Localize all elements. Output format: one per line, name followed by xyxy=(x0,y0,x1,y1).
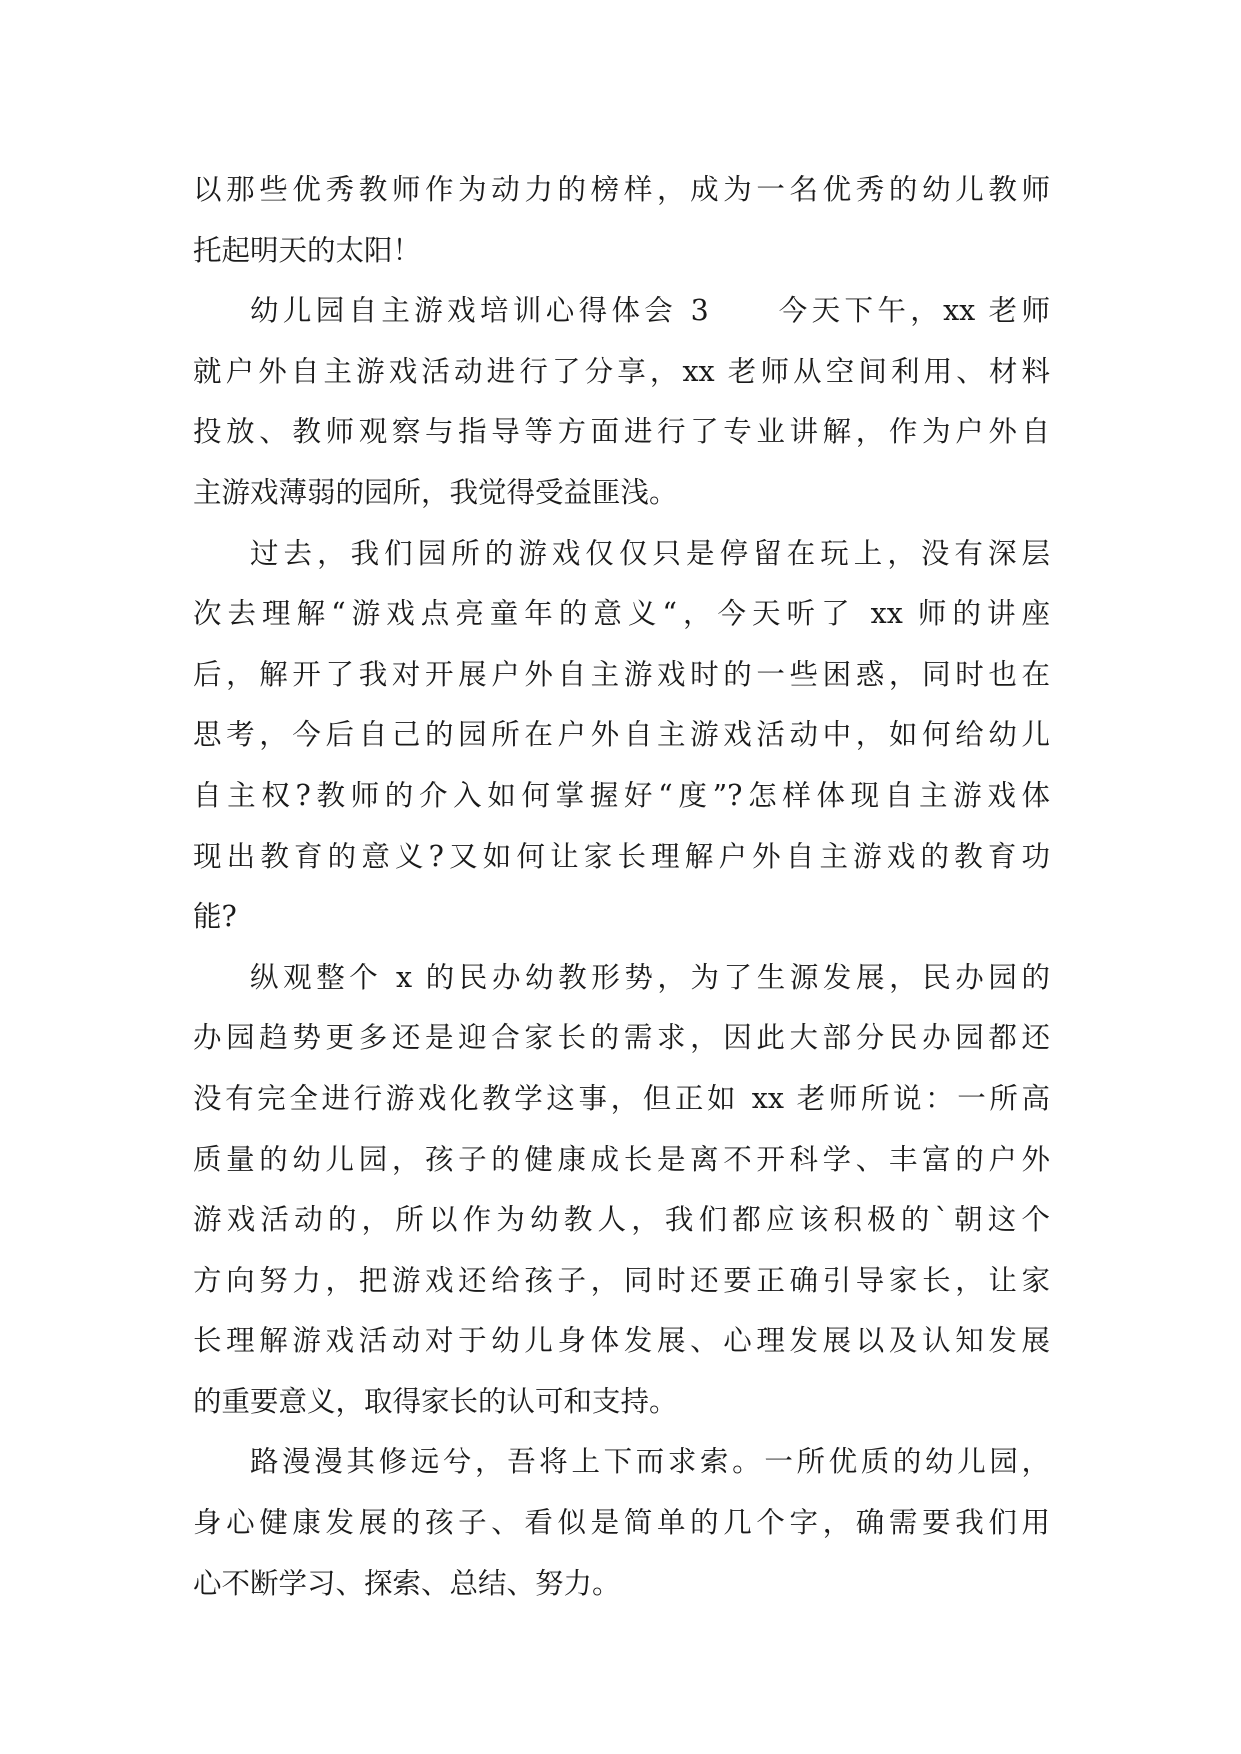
text-line: 长理解游戏活动对于幼儿身体发展、心理发展以及认知发展 xyxy=(193,1324,1050,1358)
text-line: 以那些优秀教师作为动力的榜样，成为一名优秀的幼儿教师 xyxy=(193,173,1050,206)
text-line: 投放、教师观察与指导等方面进行了专业讲解，作为户外自 xyxy=(193,415,1050,449)
text-line: 身心健康发展的孩子、看似是简单的几个字，确需要我们用 xyxy=(193,1506,1050,1540)
text-line: 就户外自主游戏活动进行了分享，xx 老师从空间利用、材料 xyxy=(193,354,1050,388)
text-line: 游戏活动的，所以作为幼教人，我们都应该积极的`朝这个 xyxy=(193,1203,1050,1237)
text-line: 办园趋势更多还是迎合家长的需求，因此大部分民办园都还 xyxy=(193,1021,1050,1055)
text-line: 思考，今后自己的园所在户外自主游戏活动中，如何给幼儿 xyxy=(193,718,1050,752)
text-line: 的重要意义，取得家长的认可和支持。 xyxy=(193,1384,678,1418)
text-line: 次去理解“游戏点亮童年的意义“，今天听了 xx 师的讲座 xyxy=(193,597,1050,631)
text-line: 自主权?教师的介入如何掌握好“度”?怎样体现自主游戏体 xyxy=(193,778,1050,812)
text-line: 主游戏薄弱的园所，我觉得受益匪浅。 xyxy=(193,475,678,509)
document-body xyxy=(193,160,1050,1614)
text-line: 质量的幼儿园，孩子的健康成长是离不开科学、丰富的户外 xyxy=(193,1142,1050,1176)
text-line: 没有完全进行游戏化教学这事，但正如 xx 老师所说：一所高 xyxy=(193,1081,1050,1115)
text-line: 幼儿园自主游戏培训心得体会 3 今天下午，xx 老师 xyxy=(250,294,1050,328)
text-line: 方向努力，把游戏还给孩子，同时还要正确引导家长，让家 xyxy=(193,1263,1050,1297)
text-line: 后，解开了我对开展户外自主游戏时的一些困惑，同时也在 xyxy=(193,657,1050,691)
text-line: 托起明天的太阳！ xyxy=(193,233,422,267)
text-line: 现出教育的意义?又如何让家长理解户外自主游戏的教育功 xyxy=(193,839,1050,873)
text-line: 能? xyxy=(193,900,237,934)
text-line: 心不断学习、探索、总结、努力。 xyxy=(193,1566,621,1600)
text-line: 纵观整个 x 的民办幼教形势，为了生源发展，民办园的 xyxy=(250,960,1050,994)
text-line: 过去，我们园所的游戏仅仅只是停留在玩上，没有深层 xyxy=(250,536,1050,570)
text-line: 路漫漫其修远兮，吾将上下而求索。一所优质的幼儿园， xyxy=(250,1445,1050,1479)
